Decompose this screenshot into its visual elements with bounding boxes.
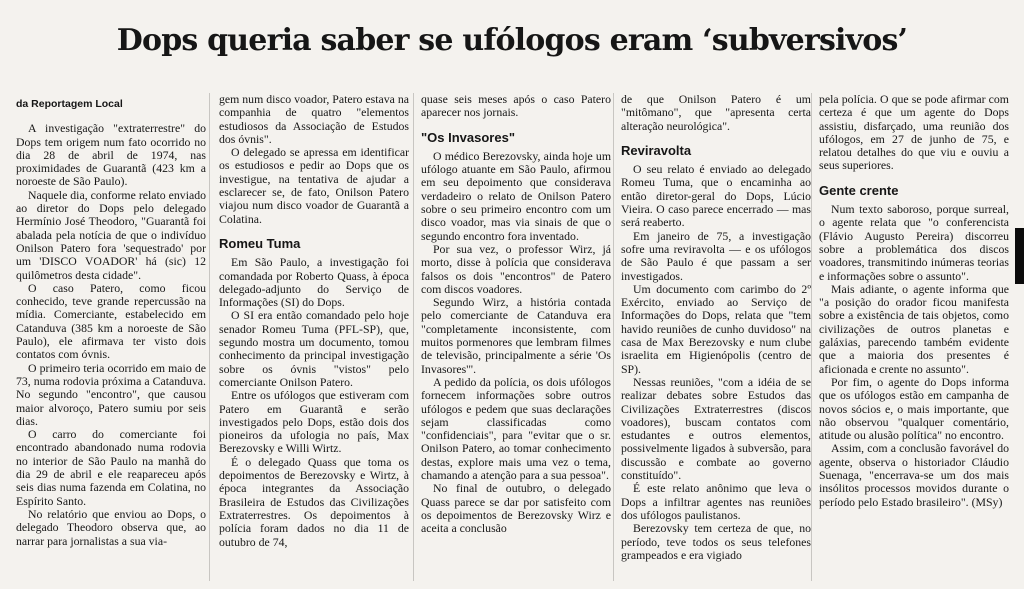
- paragraph: O caso Patero, como ficou conhecido, teve grande repercussão na mídia. Comerciante, estabelecido em Catanduva (385 km a noroeste de São Paulo), ele afirmava ter visto dois contatos com óvnis.: [16, 280, 206, 362]
- paragraph: No final de outubro, o delegado Quass parece se dar por satisfeito com os depoimentos de Berezovsky Wirz e aceita a conclusão: [421, 481, 611, 536]
- paragraph: Berezovsky tem certeza de que, no período, teve todos os seus telefones grampeados e era vigiado: [621, 521, 811, 562]
- paragraph: O SI era então comandado pelo hoje senador Romeu Tuma (PFL-SP), que, segundo mostra um documento, tomou conhecimento da principal investigação sobre os óvnis "vistos" pelo comerciante Onilson Patero.: [219, 308, 409, 389]
- paragraph: Segundo Wirz, a história contada pelo comerciante de Catanduva era "completamente inconsistente, com muitos pormenores que lembram filmes de televisão, principalmente a série 'Os Invasores'".: [421, 295, 611, 376]
- column-3: [421, 93, 611, 536]
- paragraph: É o delegado Quass que toma os depoimentos de Berezovsky e Wirtz, à época integrantes da Associação Brasileira de Estudos das Civilizações Extraterrestres. Os depoimentos à polícia foram dados no dia 11 de outubro de 74,: [219, 454, 409, 549]
- paragraph: O delegado se apressa em identificar os estudiosos e pedir ao Dops que os investigue, na tentativa de ajudar a esclarecer se, de fato, Onilson Patero viajou num disco voador de Guarantã a Colatina.: [219, 145, 409, 226]
- paragraph: A pedido da polícia, os dois ufólogos fornecem informações sobre outros ufólogos e pedem que suas declarações sejam classificadas como "confidenciais", para "evitar que o sr. Onilson Patero, ao tomar conhecimento destas, explore mais uma vez o tema, chamando a atenção para a sua pessoa".: [421, 374, 611, 483]
- column-4-body-top: [621, 93, 811, 133]
- paragraph: Por sua vez, o professor Wirz, já morto, disse à polícia que considerava falsos os dois "encontros" de Patero com discos voadores.: [421, 241, 611, 296]
- paragraph: pela polícia. O que se pode afirmar com certeza é que um agente do Dops assistiu, disfarçado, uma reunião dos ufólogos, em 27 de junho de 75, e relatou detalhes do que viu e ouviu a seus superiores.: [819, 92, 1009, 173]
- paragraph: Por fim, o agente do Dops informa que os ufólogos estão em campanha de novos sócios e, o mais importante, que não observou "qualquer comentário, atitude ou alusão política" no encontro.: [819, 374, 1009, 443]
- paragraph: Mais adiante, o agente informa que "a posição do orador ficou manifesta sobre a existência de tais objetos, como civilizações de outros planetas e galáxias, parecendo também evidente que a maioria dos presentes é aficionada e crente no assunto".: [819, 281, 1009, 376]
- paragraph: No relatório que enviou ao Dops, o delegado Theodoro observa que, ao narrar para jornalistas a sua via-: [16, 506, 206, 548]
- paragraph: quase seis meses após o caso Patero aparecer nos jornais.: [421, 92, 611, 120]
- paragraph: O seu relato é enviado ao delegado Romeu Tuma, que o encaminha ao então diretor-geral do Dops, Lúcio Vieira. O caso parece encerrado — mas será reaberto.: [621, 162, 811, 230]
- column-4-body: [621, 163, 811, 562]
- column-5-body: [819, 203, 1009, 509]
- column-4: [621, 93, 811, 562]
- paragraph: Em São Paulo, a investigação foi comandada por Roberto Quass, à época delegado-adjunto do Serviço de Informações (SI) do Dops.: [219, 255, 409, 310]
- paragraph: Naquele dia, conforme relato enviado ao diretor do Dops pelo delegado Hermínio José Theodoro, "Guarantã foi abalada pela notícia de que o indivíduo Onilson Patero fora 'sequestrado' por um 'DISCO VOADOR' há (sic) 12 quilômetros desta cidade".: [16, 187, 206, 282]
- byline: da Reportagem Local: [16, 98, 123, 110]
- paragraph: Assim, com a conclusão favorável do agente, observa o historiador Cláudio Suenaga, "encerrava-se um dos mais insólitos processos movidos durante o período pelo Estado brasileiro". (MSy): [819, 441, 1009, 509]
- column-2-body-top: [219, 93, 409, 226]
- paragraph: gem num disco voador, Patero estava na companhia de quatro "elementos estudiosos da Associação de Estudos dos óvnis".: [219, 92, 409, 146]
- subheading-gente-crente: Gente crente: [819, 182, 899, 198]
- column-rule: [811, 93, 812, 581]
- paragraph: A investigação "extraterrestre" do Dops tem origem num fato ocorrido no dia 28 de abril de 1974, nas proximidades de Guarantã (423 km a noroeste de São Paulo).: [16, 121, 206, 189]
- column-3-body-top: [421, 93, 611, 120]
- paragraph: Um documento com carimbo do 2º Exército, enviado ao Serviço de Informações do Dops, relata que "tem havido reuniões de cunho duvidoso" na casa de Max Berezovsky e num clube israelita em Higienópolis (centro de SP).: [621, 281, 811, 376]
- subheading-reviravolta: Reviravolta: [621, 142, 692, 158]
- paragraph: Em janeiro de 75, a investigação sofre uma reviravolta — e os ufólogos de São Paulo é que passam a ser investigados.: [621, 228, 811, 283]
- scan-edge-mark: [1015, 228, 1024, 284]
- paragraph: Nessas reuniões, "com a idéia de se realizar debates sobre Estudos das Civilizações Extraterrestres (discos voadores), buscam contatos com estudantes e outros elementos, possivelmente ligados à subversão, para discussão e combate ao governo constituído".: [621, 374, 811, 483]
- column-1: [16, 93, 206, 548]
- column-rule: [613, 93, 614, 581]
- column-2-body: [219, 256, 409, 549]
- column-5: [819, 93, 1009, 509]
- column-3-body: [421, 150, 611, 536]
- paragraph: O carro do comerciante foi encontrado abandonado numa rodovia no interior de São Paulo na manhã do dia 29 de abril e ele reapareceu após seis dias numa fazenda em Colatina, no Espírito Santo.: [16, 427, 206, 508]
- column-5-body-top: [819, 93, 1009, 173]
- subheading-romeu-tuma: Romeu Tuma: [219, 235, 301, 251]
- paragraph: O primeiro teria ocorrido em maio de 73, numa rodovia próxima a Catanduva. No segundo "encontro", que causou maior alvoroço, Patero sumiu por seis dias.: [16, 360, 206, 428]
- paragraph: É este relato anônimo que leva o Dops a infiltrar agentes nas reuniões dos ufólogos paulistanos.: [621, 481, 811, 522]
- subheading-os-invasores: "Os Invasores": [421, 129, 515, 145]
- paragraph: de que Onilson Patero é um "mitômano", que "apresenta certa alteração neurológica".: [621, 92, 811, 133]
- column-2: [219, 93, 409, 549]
- column-rule: [413, 93, 414, 581]
- paragraph: Num texto saboroso, porque surreal, o agente relata que "o conferencista (Flávio Augusto Pereira) discorreu sobre a problemática dos discos voadores, transmitindo inúmeras teorias e informações sobre o assunto".: [819, 202, 1009, 283]
- column-rule: [209, 93, 210, 581]
- column-1-body: [16, 122, 206, 548]
- paragraph: Entre os ufólogos que estiveram com Patero em Guarantã e serão investigados pelo Dops, estão dois dos pioneiros da ufologia no país, Max Berezovsky e Willi Wirtz.: [219, 388, 409, 456]
- paragraph: O médico Berezovsky, ainda hoje um ufólogo atuante em São Paulo, afirmou em seu depoimento que considerava verdadeiro o relato de Onilson Patero sobre o seu primeiro encontro com um disco voador, mas via sinais de que o segundo encontro fora inventado.: [421, 148, 611, 243]
- headline: Dops queria saber se ufólogos eram ‘subversivos’: [116, 23, 908, 58]
